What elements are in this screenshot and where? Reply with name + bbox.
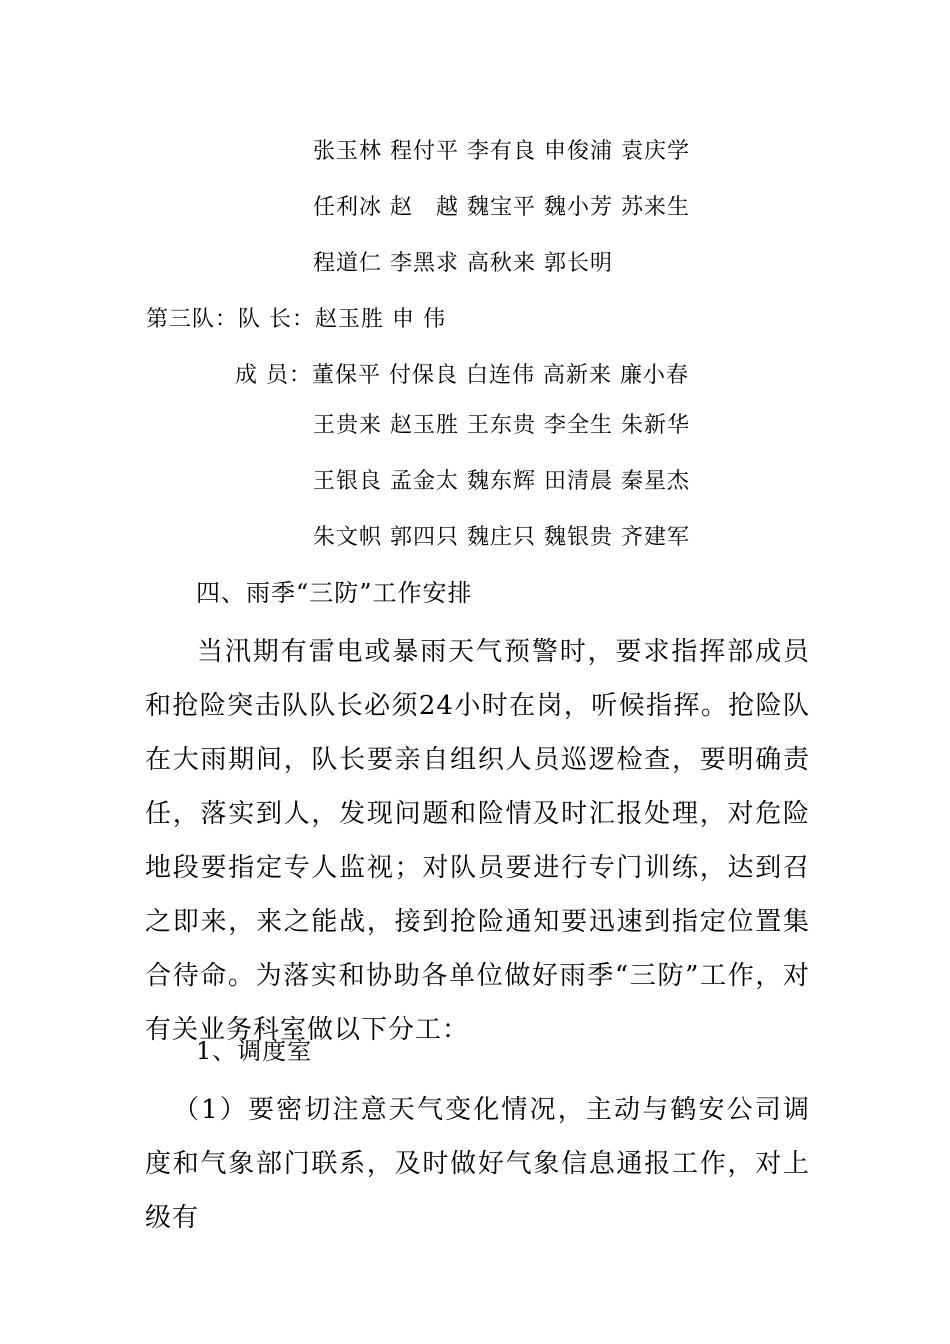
team3-members-line: 朱文帜 郭四只 魏庄只 魏银贵 齐建军 bbox=[313, 525, 690, 550]
roster-line: 张玉林 程付平 李有良 申俊浦 袁庆学 bbox=[313, 139, 690, 164]
team3-members-line: 王银良 孟金太 魏东辉 田清晨 秦星杰 bbox=[313, 469, 690, 494]
roster-line: 程道仁 李黑求 高秋来 郭长明 bbox=[313, 251, 613, 276]
team3-members-line: 王贵来 赵玉胜 王东贵 李全生 朱新华 bbox=[313, 413, 690, 438]
team3-members-line: 成 员：董保平 付保良 白连伟 高新来 廉小春 bbox=[235, 363, 689, 388]
section-paragraph: 当汛期有雷电或暴雨天气预警时，要求指挥部成员和抢险突击队队长必须24小时在岗，听候指挥。抢险队在大雨期间，队长要亲自组织人员巡逻检查，要明确责任，落实到人，发现问题和险情及时汇报处理，对危险地段要指定专人监视；对队员要进行专门训练，达到召之即来，来之能战，接到抢险通知要迅速到指定位置集合待命。为落实和协助各单位做好雨季“三防”工作，对有关业务科室做以下分工： bbox=[145, 637, 810, 1045]
subsection-heading: 1、调度室 bbox=[196, 1037, 313, 1065]
section-heading: 四、雨季“三防”工作安排 bbox=[196, 579, 473, 607]
list-item-text: （1）要密切注意天气变化情况，主动与鹤安公司调度和气象部门联系，及时做好气象信息通报工作，对上级有 bbox=[145, 1095, 810, 1233]
roster-line: 任利冰 赵 越 魏宝平 魏小芳 苏来生 bbox=[313, 195, 690, 220]
team3-leader-line: 第三队：队 长：赵玉胜 申 伟 bbox=[146, 307, 446, 332]
